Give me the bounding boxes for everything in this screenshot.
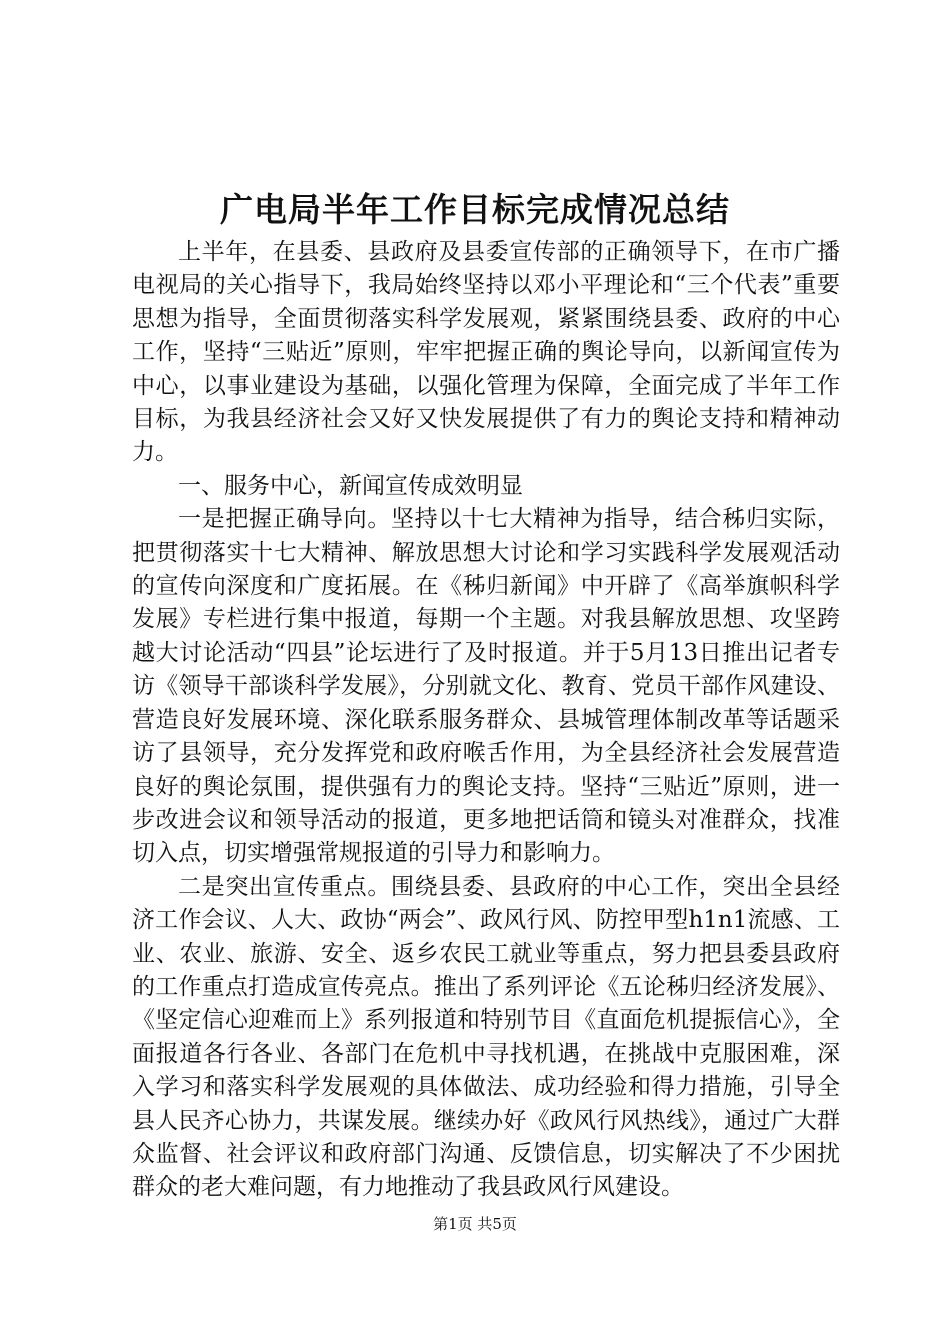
- section-heading-1: 一、服务中心，新闻宣传成效明显: [178, 472, 523, 499]
- document-body: [132, 236, 840, 1205]
- page-footer: 第1页 共5页: [433, 1215, 517, 1233]
- intro-paragraph: 上半年，在县委、县政府及县委宣传部的正确领导下，在市广播电视局的关心指导下，我局始终坚持以邓小平理论和“三个代表”重要思想为指导，全面贯彻落实科学发展观，紧紧围绕县委、政府的中心工作，坚持“三贴近”原则，牢牢把握正确的舆论导向，以新闻宣传为中心，以事业建设为基础，以强化管理为保障，全面完成了半年工作目标，为我县经济社会又好又快发展提供了有力的舆论支持和精神动力。: [132, 239, 840, 466]
- body-paragraph-1: 一是把握正确导向。坚持以十七大精神为指导，结合秭归实际，把贯彻落实十七大精神、解放思想大讨论和学习实践科学发展观活动的宣传向深度和广度拓展。在《秭归新闻》中开辟了《高举旗帜科学发展》专栏进行集中报道，每期一个主题。对我县解放思想、攻坚跨越大讨论活动“四县”论坛进行了及时报道。并于5月13日推出记者专访《领导干部谈科学发展》，分别就文化、教育、党员干部作风建设、营造良好发展环境、深化联系服务群众、县城管理体制改革等话题采访了县领导，充分发挥党和政府喉舌作用，为全县经济社会发展营造良好的舆论氛围，提供强有力的舆论支持。坚持“三贴近”原则，进一步改进会议和领导活动的报道，更多地把话筒和镜头对准群众，找准切入点，切实增强常规报道的引导力和影响力。: [132, 506, 840, 867]
- body-paragraph-2: 二是突出宣传重点。围绕县委、县政府的中心工作，突出全县经济工作会议、人大、政协“两会”、政风行风、防控甲型h1n1流感、工业、农业、旅游、安全、返乡农民工就业等重点，努力把县委县政府的工作重点打造成宣传亮点。推出了系列评论《五论秭归经济发展》、《坚定信心迎难而上》系列报道和特别节目《直面危机提振信心》，全面报道各行各业、各部门在危机中寻找机遇，在挑战中克服困难，深入学习和落实科学发展观的具体做法、成功经验和得力措施，引导全县人民齐心协力，共谋发展。继续办好《政风行风热线》，通过广大群众监督、社会评议和政府部门沟通、反馈信息，切实解决了不少困扰群众的老大难问题，有力地推动了我县政风行风建设。: [132, 873, 840, 1201]
- document-title: 广电局半年工作目标完成情况总结: [220, 190, 730, 229]
